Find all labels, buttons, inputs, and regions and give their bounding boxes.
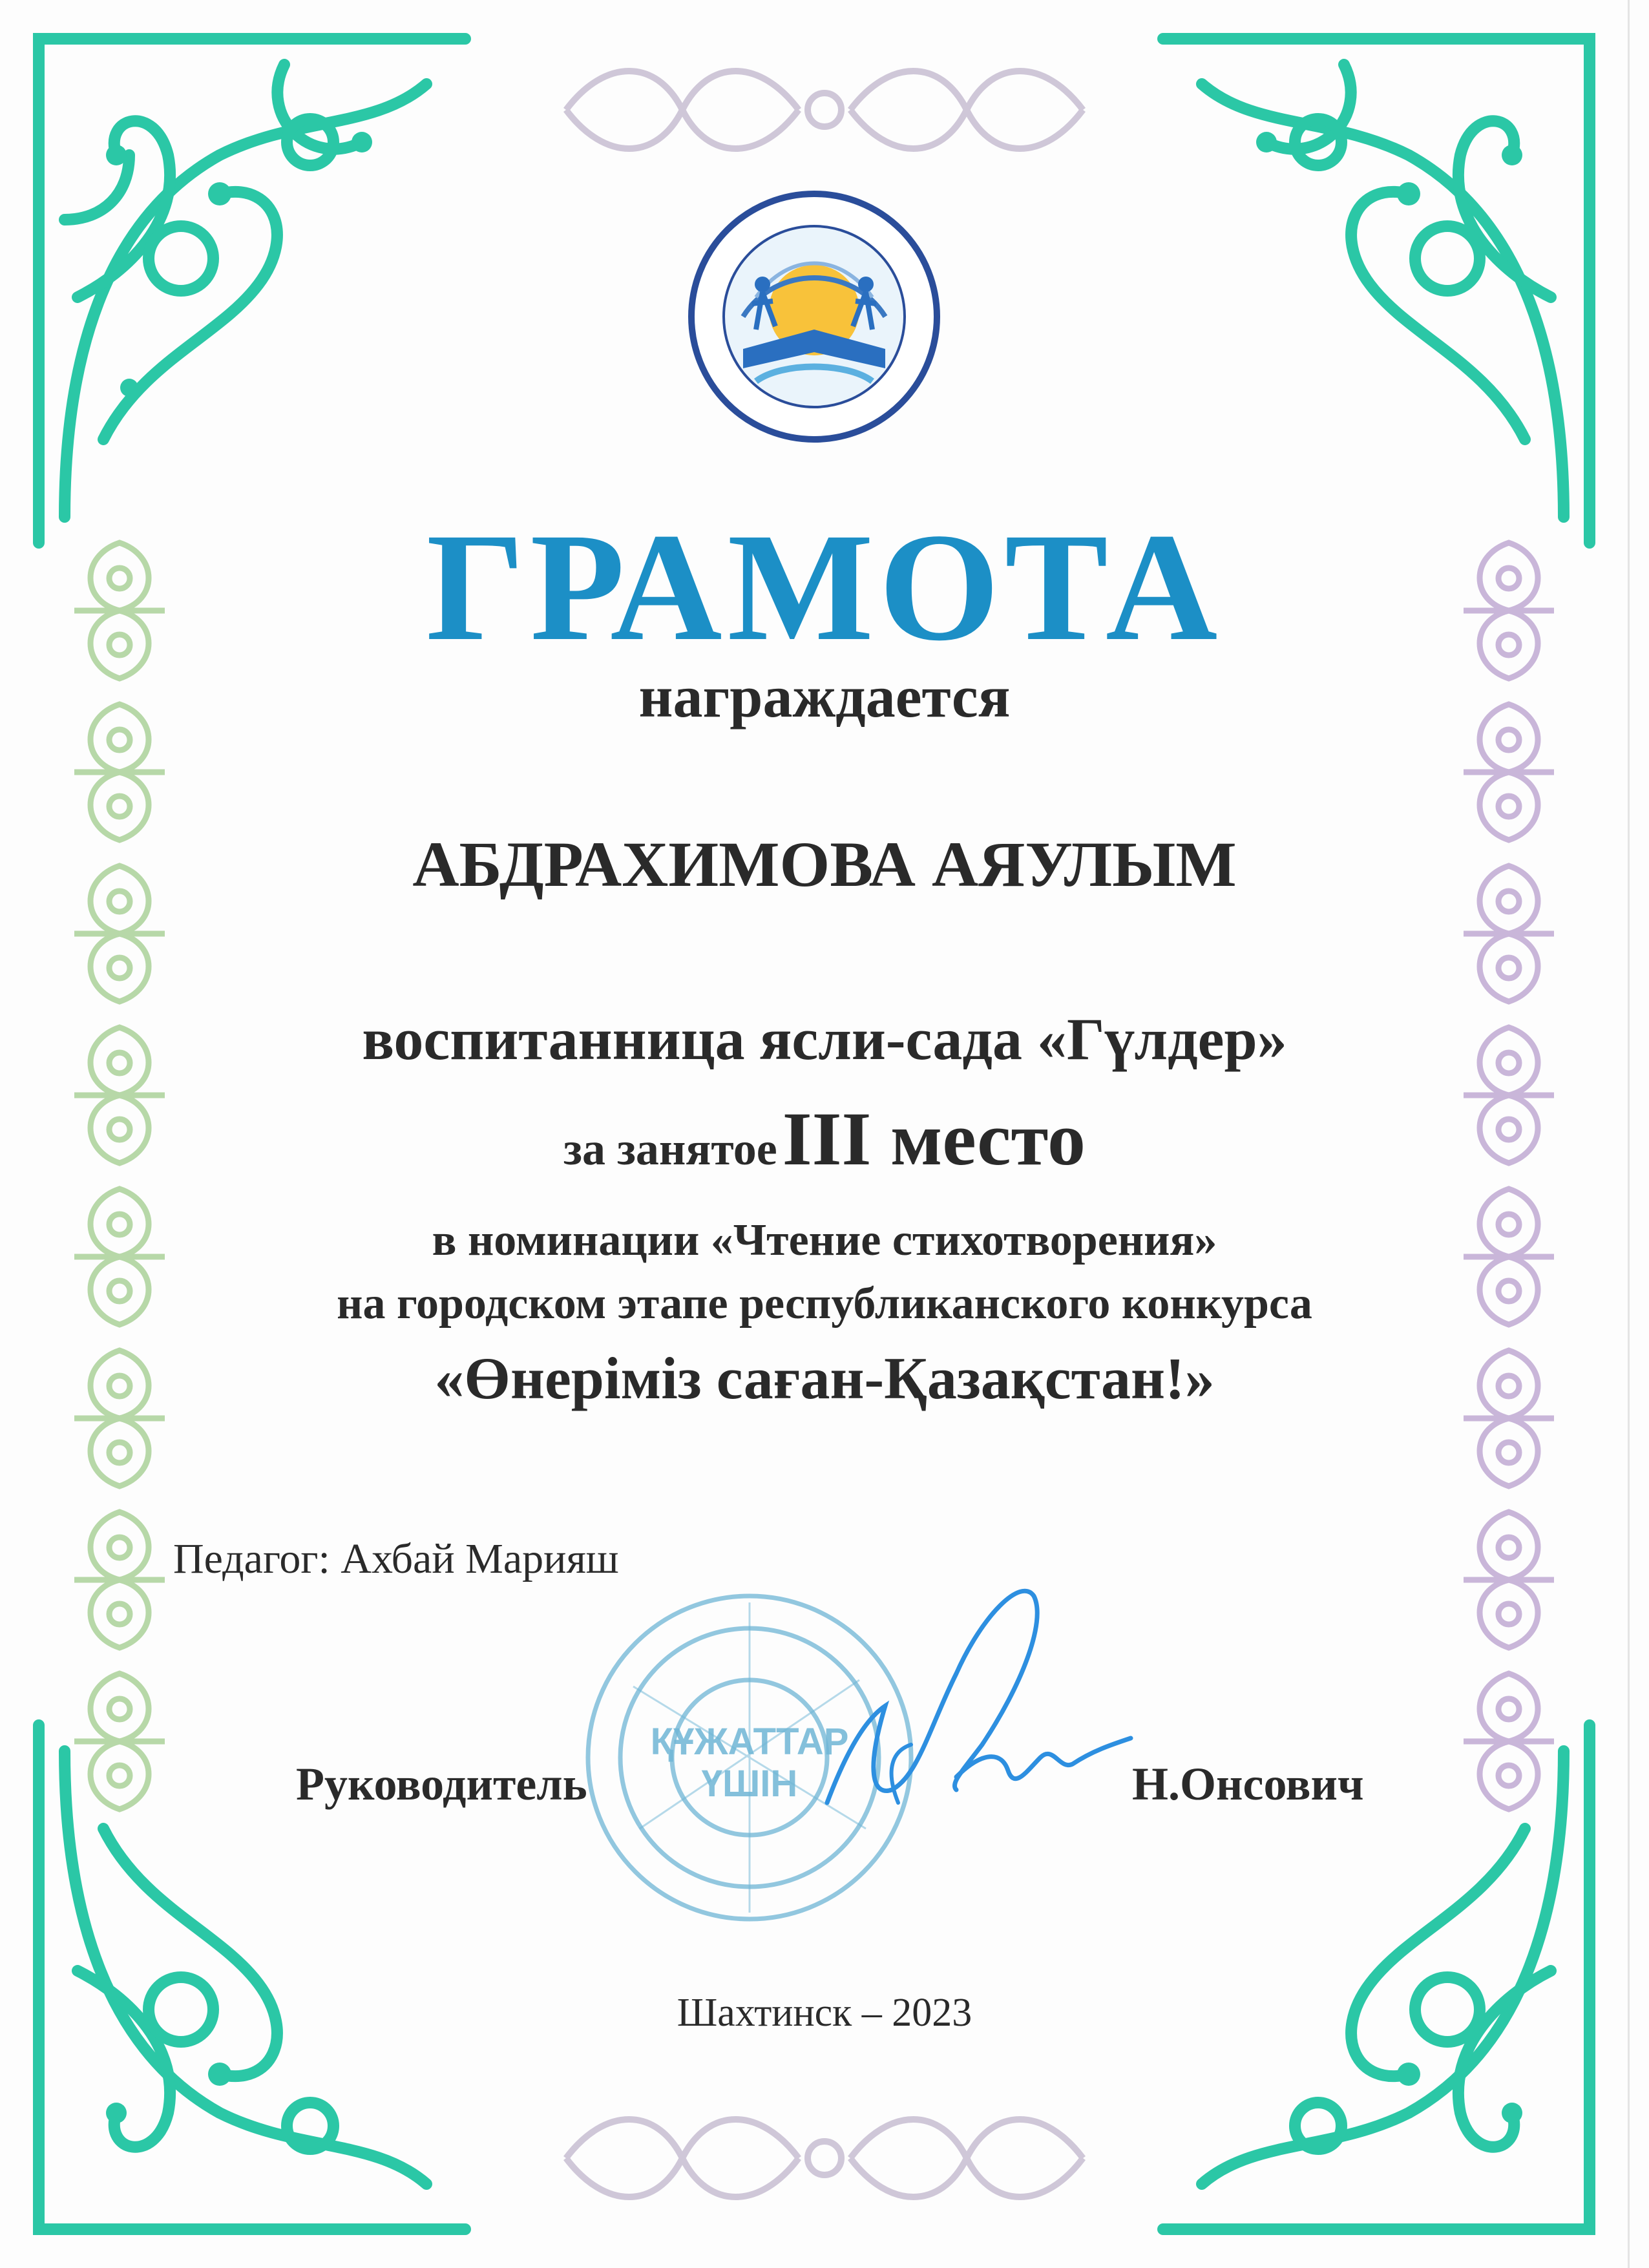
nomination: в номинации «Чтение стихотворения» bbox=[432, 1215, 1217, 1265]
recipient-description: воспитанница ясли-сада «Гүлдер» bbox=[362, 1006, 1287, 1072]
corner-ornament-top-left bbox=[26, 26, 478, 556]
recipient-name: АБДРАХИМОВА АЯУЛЫМ bbox=[412, 828, 1237, 900]
contest-stage: на городском этапе республиканского конкурса bbox=[337, 1279, 1312, 1328]
place-prefix: за занятое bbox=[563, 1123, 777, 1175]
bottom-ornament-band bbox=[553, 2094, 1096, 2223]
stamp-text-1: ҚҰЖАТТАР bbox=[650, 1721, 849, 1763]
signature bbox=[788, 1557, 1150, 1842]
place-line bbox=[0, 1095, 1649, 1183]
place-value: III место bbox=[782, 1097, 1086, 1181]
top-ornament-band bbox=[553, 45, 1096, 174]
city-year: Шахтинск – 2023 bbox=[677, 1991, 972, 2035]
education-department-logo bbox=[685, 187, 943, 446]
head-name: Н.Онсович bbox=[1132, 1758, 1364, 1810]
stamp-text-2: ҮШІН bbox=[701, 1763, 798, 1805]
awarded-label: награждается bbox=[638, 664, 1011, 730]
teacher-line: Педагог: Ахбай Марияш bbox=[173, 1535, 619, 1582]
corner-ornament-top-right bbox=[1150, 26, 1602, 556]
head-role: Руководитель bbox=[296, 1758, 587, 1810]
contest-name: «Өнеріміз саған-Қазақстан!» bbox=[434, 1345, 1215, 1411]
certificate-title: ГРАМОТА bbox=[426, 501, 1223, 673]
